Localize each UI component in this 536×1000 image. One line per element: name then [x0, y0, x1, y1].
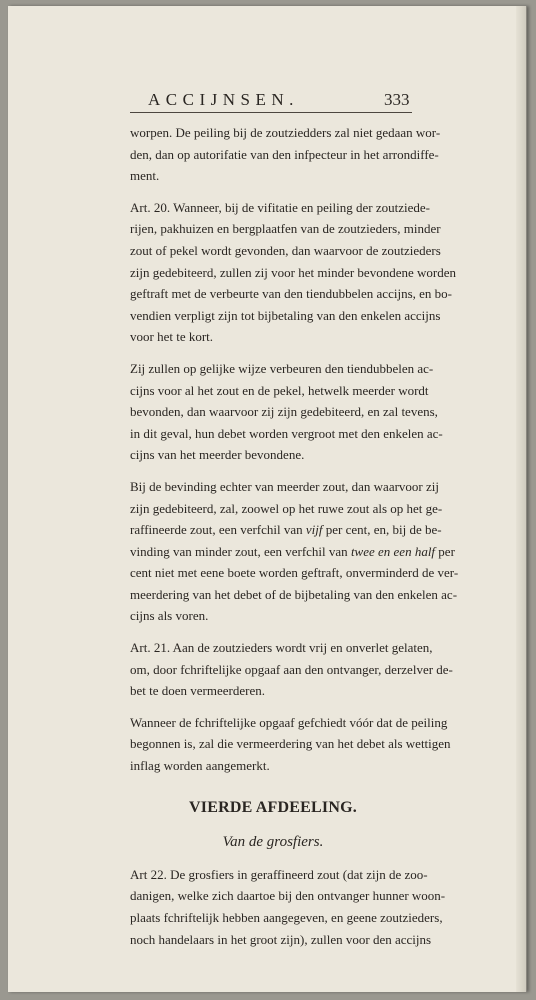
text-line: Bij de bevinding echter van meerder zout, dan waarvoor zij [130, 478, 439, 494]
paragraph-p5 [130, 637, 453, 702]
text-line: danigen, welke zich daartoe bij den ontvanger hunner woon- [130, 888, 446, 904]
text-line: cent niet met eene boete worden geftraft, onverminderd de ver- [130, 565, 459, 581]
text-line: Wanneer de fchriftelijke opgaaf gefchiedt vóór dat de peiling [130, 714, 448, 730]
text-line: ment. [130, 168, 160, 184]
text-line: bet te doen vermeerderen. [130, 683, 265, 699]
page-number: 333 [384, 90, 410, 109]
body-text [130, 122, 459, 950]
text-line: Art. 21. Aan de zoutzieders wordt vrij en onverlet gelaten, [130, 640, 433, 656]
paragraph-p4 [130, 476, 459, 627]
text-line: den, dan op autorifatie van den infpecteur in het arrondiffe- [130, 146, 439, 162]
text-line: plaats fchriftelijk hebben aangegeven, en geene zoutzieders, [130, 910, 443, 925]
header-rule [130, 112, 412, 113]
text-line: zijn gedebiteerd, zal, zoowel op het ruwe zout als op het ge- [130, 500, 443, 516]
book-page [8, 6, 527, 992]
text-line: begonnen is, zal die vermeerdering van het debet als wettigen [130, 736, 451, 752]
text-line: voor het te kort. [130, 329, 214, 345]
text-line: vendien verpligt zijn tot bijbetaling van den enkelen accijns [130, 307, 441, 323]
paragraphs-after [130, 864, 446, 950]
text-line: Zij zullen op gelijke wijze verbeuren den tiendubbelen ac- [130, 360, 434, 376]
paragraph-p3 [130, 358, 443, 466]
text-line: cijns als voren. [130, 608, 209, 624]
text-line: zout of pekel wordt gevonden, dan waarvoor de zoutzieders [130, 242, 441, 258]
text-line: vinding van minder zout, een verfchil van twee en een half per [130, 543, 455, 559]
text-line: geftraft met de verbeurte van den tiendubbelen accijns, en bo- [130, 286, 452, 302]
paragraph-p7 [130, 864, 446, 950]
paragraph-p2 [130, 197, 456, 348]
page-edge [516, 6, 526, 992]
text-line: meerdering van het debet of de bijbetaling van den enkelen ac- [130, 586, 458, 602]
paragraphs-before [130, 122, 459, 777]
paragraph-p6 [130, 712, 451, 777]
section-subheading: Van de grosfiers. [222, 834, 324, 851]
text-line: inflag worden aangemerkt. [130, 758, 270, 774]
text-line: bevonden, dan waarvoor zij zijn gedebiteerd, en zal tevens, [130, 404, 438, 420]
page-header [8, 90, 526, 114]
text-line: cijns van het meerder bevondene. [130, 447, 305, 463]
section-heading: VIERDE AFDEELING. [189, 798, 357, 816]
text-line: om, door fchriftelijke opgaaf aan den ontvanger, derzelver de- [130, 661, 453, 677]
text-line: zijn gedebiteerd, zullen zij voor het minder bevondene worden [130, 264, 456, 280]
text-line: worpen. De peiling bij de zoutziedders zal niet gedaan wor- [130, 125, 441, 140]
running-head: ACCIJNSEN. [148, 90, 299, 109]
text-line: in dit geval, hun debet worden vergroot met den enkelen ac- [130, 425, 443, 441]
text-line: Art. 20. Wanneer, bij de vifitatie en peiling der zoutziede- [130, 199, 430, 215]
paragraph-p1 [130, 122, 441, 187]
text-line: noch handelaars in het groot zijn), zullen voor den accijns [130, 931, 432, 947]
text-line: Art 22. De grosfiers in geraffineerd zout (dat zijn de zoo- [130, 866, 428, 882]
text-line: cijns voor al het zout en de pekel, hetwelk meerder wordt [130, 382, 429, 398]
text-line: raffineerde zout, een verfchil van vijf per cent, en, bij de be- [130, 522, 442, 538]
text-line: rijen, pakhuizen en bergplaatfen van de zoutzieders, minder [130, 221, 441, 237]
